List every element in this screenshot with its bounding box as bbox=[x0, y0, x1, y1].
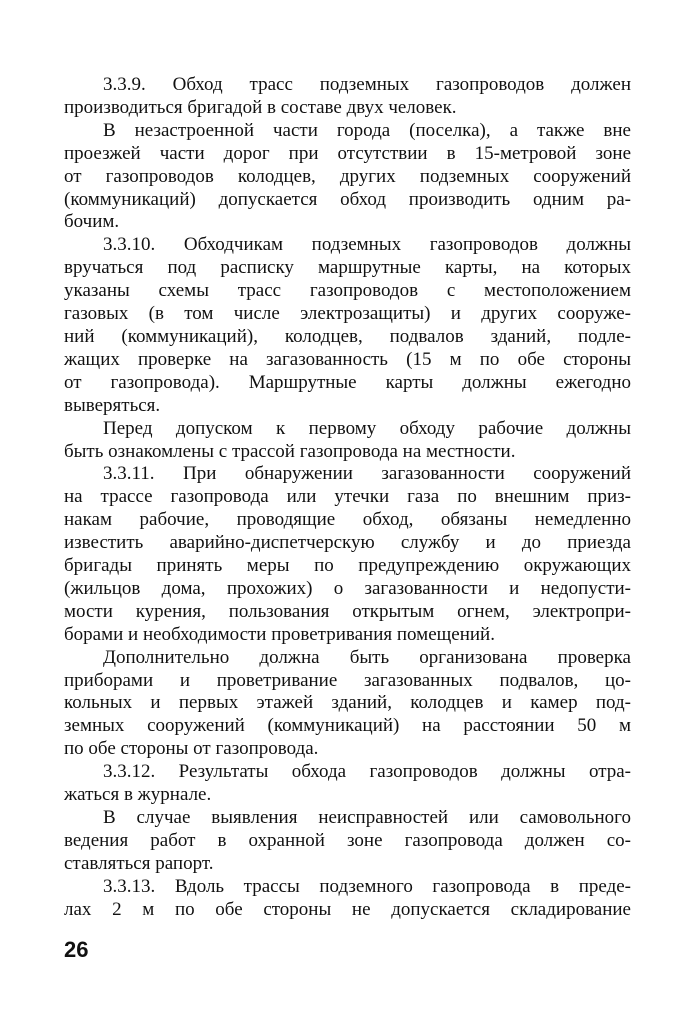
line-23: (жильцов дома, прохожих) о загазованности и недопусти- bbox=[64, 577, 631, 599]
line-35: ставляться рапорт. bbox=[64, 852, 214, 874]
line-33: В случае выявления неисправностей или самовольного bbox=[103, 807, 631, 828]
line-02: производиться бригадой в составе двух человек. bbox=[64, 96, 457, 118]
line-28: кольных и первых этажей зданий, колодцев и камер под- bbox=[64, 692, 631, 714]
line-37: лах 2 м по обе стороны не допускается складирование bbox=[64, 898, 631, 920]
line-19: на трассе газопровода или утечки газа по внешним приз- bbox=[64, 486, 631, 508]
line-07: бочим. bbox=[64, 211, 120, 233]
line-25: борами и необходимости проветривания помещений. bbox=[64, 623, 495, 645]
line-24: мости курения, пользования открытым огнем, электропри- bbox=[64, 600, 631, 622]
line-22: бригады принять меры по предупреждению окружающих bbox=[64, 555, 631, 577]
line-13: жащих проверке на загазованность (15 м по обе стороны bbox=[64, 348, 631, 370]
line-10: указаны схемы трасс газопроводов с местоположением bbox=[64, 280, 631, 302]
line-11: газовых (в том числе электрозащиты) и других сооруже- bbox=[64, 303, 631, 325]
line-27: приборами и проветривание загазованных подвалов, цо- bbox=[64, 669, 631, 691]
line-01: 3.3.9. Обход трасс подземных газопроводов должен bbox=[103, 74, 631, 95]
line-18: 3.3.11. При обнаружении загазованности сооружений bbox=[103, 463, 631, 485]
page-number: 26 bbox=[64, 937, 89, 962]
line-31: 3.3.12. Результаты обхода газопроводов должны отра- bbox=[103, 761, 631, 783]
line-26: Дополнительно должна быть организована проверка bbox=[103, 646, 631, 668]
line-15: выверяться. bbox=[64, 394, 161, 416]
line-32: жаться в журнале. bbox=[64, 784, 212, 806]
line-05: от газопроводов колодцев, других подземных сооружений bbox=[64, 165, 631, 187]
line-30: по обе стороны от газопровода. bbox=[64, 738, 319, 760]
line-17: быть ознакомлены с трассой газопровода на местности. bbox=[64, 440, 516, 462]
body-text bbox=[64, 74, 631, 922]
line-14: от газопровода). Маршрутные карты должны ежегодно bbox=[64, 371, 631, 393]
line-21: известить аварийно-диспетчерскую службу и до приезда bbox=[64, 532, 631, 554]
line-20: накам рабочие, проводящие обход, обязаны немедленно bbox=[64, 509, 631, 531]
line-16: Перед допуском к первому обходу рабочие должны bbox=[103, 417, 631, 439]
line-03: В незастроенной части города (поселка), а также вне bbox=[103, 119, 631, 141]
line-12: ний (коммуникаций), колодцев, подвалов зданий, подле- bbox=[64, 325, 631, 347]
line-04: проезжей части дорог при отсутствии в 15-метровой зоне bbox=[64, 142, 631, 164]
line-06: (коммуникаций) допускается обход производить одним ра- bbox=[64, 188, 631, 210]
line-36: 3.3.13. Вдоль трассы подземного газопровода в преде- bbox=[103, 875, 631, 897]
line-29: земных сооружений (коммуникаций) на расстоянии 50 м bbox=[64, 715, 631, 737]
line-09: вручаться под расписку маршрутные карты, на которых bbox=[64, 257, 631, 279]
line-08: 3.3.10. Обходчикам подземных газопроводов должны bbox=[103, 234, 631, 256]
line-34: ведения работ в охранной зоне газопровода должен со- bbox=[64, 829, 631, 851]
